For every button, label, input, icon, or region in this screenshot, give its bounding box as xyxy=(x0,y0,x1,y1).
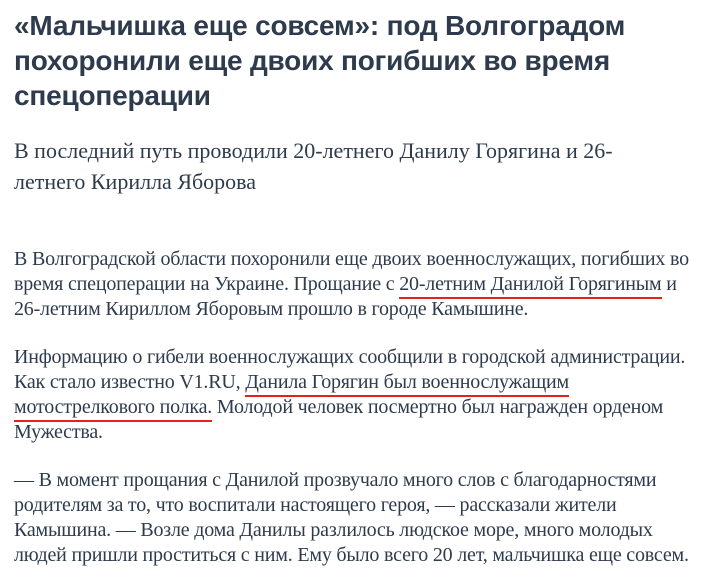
article-paragraph xyxy=(14,345,689,445)
article-link[interactable]: 20-летним Данилой Горягиным xyxy=(399,273,661,299)
article-paragraph xyxy=(14,247,689,322)
article-subtitle: В последний путь проводили 20-летнего Данилу Горягина и 26-летнего Кирилла Яборова xyxy=(14,138,613,194)
text-segment: В Волгоградской области похоронили еще двоих военнослужащих, погибших во время спецоперации на Украине. Прощание с xyxy=(14,248,689,295)
article-paragraph xyxy=(14,468,689,568)
article-link[interactable]: Данила Горягин был военнослужащим мотострелкового полка. xyxy=(14,371,569,422)
text-segment: Молодой человек посмертно был награжден орденом Мужества. xyxy=(14,396,664,443)
text-segment: Информацию о гибели военнослужащих сообщили в городской администрации. Как стало известно V1.RU, xyxy=(14,346,686,393)
text-segment: — В момент прощания с Данилой прозвучало много слов с благодарностями родителям за то, что воспитали настоящего героя, — рассказали жители Камышина. — Возле дома Данилы разлилось людское море, много молодых людей пришли проститься с ним. Ему было всего 20 лет, мальчишка еще совсем. xyxy=(14,469,689,566)
text-segment: и 26-летним Кириллом Яборовым прошло в городе Камышине. xyxy=(14,273,677,320)
article-title: «Мальчишка еще совсем»: под Волгоградом похоронили еще двоих погибших во время спецоперации xyxy=(14,10,626,111)
article-body xyxy=(14,247,689,568)
